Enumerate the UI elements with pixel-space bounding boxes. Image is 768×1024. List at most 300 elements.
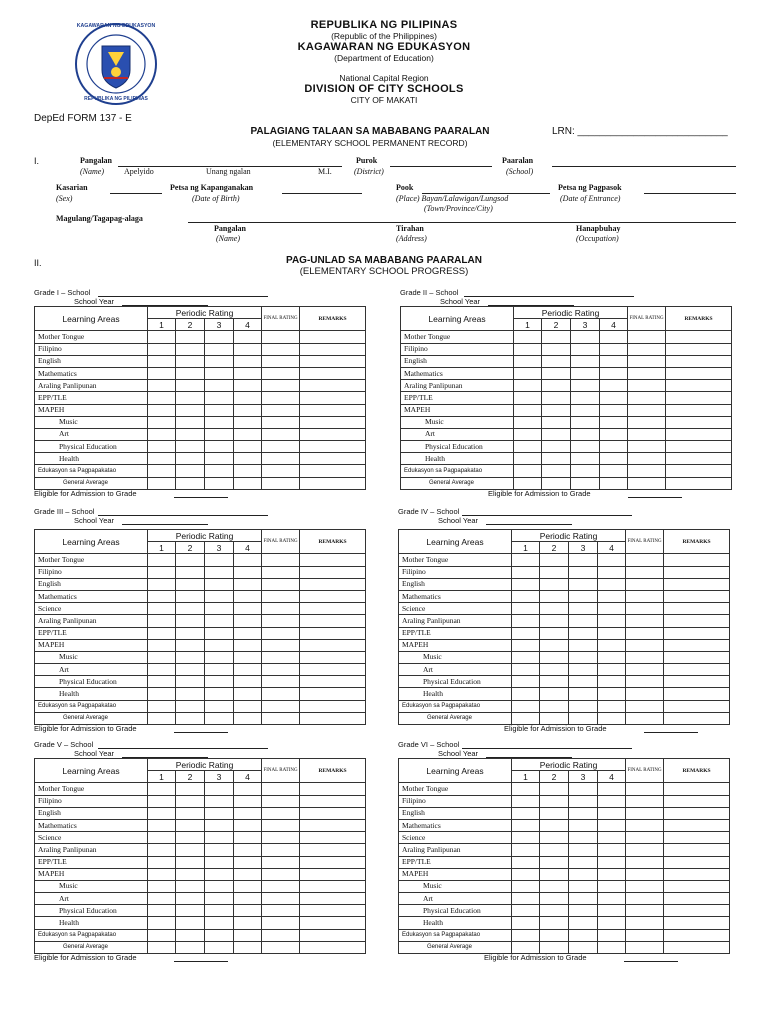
rating-cell[interactable]: [300, 712, 366, 724]
eligible-line[interactable]: [174, 961, 228, 962]
rating-cell[interactable]: [176, 700, 205, 712]
rating-cell[interactable]: [626, 554, 664, 566]
rating-cell[interactable]: [664, 868, 730, 880]
rating-cell[interactable]: [234, 404, 262, 416]
rating-cell[interactable]: [512, 639, 540, 651]
rating-cell[interactable]: [664, 905, 730, 917]
rating-cell[interactable]: [205, 465, 234, 477]
rating-cell[interactable]: [664, 639, 730, 651]
rating-cell[interactable]: [300, 578, 366, 590]
rating-cell[interactable]: [262, 331, 300, 343]
rating-cell[interactable]: [512, 783, 540, 795]
rating-cell[interactable]: [176, 712, 205, 724]
rating-cell[interactable]: [176, 566, 205, 578]
rating-cell[interactable]: [205, 380, 234, 392]
rating-cell[interactable]: [512, 578, 540, 590]
rating-cell[interactable]: [176, 428, 205, 440]
rating-cell[interactable]: [542, 441, 571, 453]
rating-cell[interactable]: [569, 627, 598, 639]
rating-cell[interactable]: [598, 578, 626, 590]
rating-cell[interactable]: [542, 453, 571, 465]
rating-cell[interactable]: [300, 453, 366, 465]
rating-cell[interactable]: [300, 941, 366, 953]
rating-cell[interactable]: [626, 639, 664, 651]
rating-cell[interactable]: [176, 856, 205, 868]
rating-cell[interactable]: [664, 893, 730, 905]
rating-cell[interactable]: [300, 700, 366, 712]
rating-cell[interactable]: [628, 465, 666, 477]
rating-cell[interactable]: [626, 807, 664, 819]
rating-cell[interactable]: [176, 929, 205, 941]
eligible-line[interactable]: [174, 497, 228, 498]
rating-cell[interactable]: [571, 404, 600, 416]
rating-cell[interactable]: [176, 868, 205, 880]
rating-cell[interactable]: [300, 688, 366, 700]
rating-cell[interactable]: [666, 343, 732, 355]
rating-cell[interactable]: [176, 783, 205, 795]
rating-cell[interactable]: [540, 554, 569, 566]
eligible-line[interactable]: [644, 732, 698, 733]
school-year-line[interactable]: [486, 524, 572, 525]
rating-cell[interactable]: [234, 893, 262, 905]
rating-cell[interactable]: [205, 856, 234, 868]
rating-cell[interactable]: [540, 819, 569, 831]
rating-cell[interactable]: [205, 712, 234, 724]
rating-cell[interactable]: [569, 651, 598, 663]
rating-cell[interactable]: [205, 554, 234, 566]
rating-cell[interactable]: [234, 428, 262, 440]
rating-cell[interactable]: [598, 712, 626, 724]
rating-cell[interactable]: [512, 590, 540, 602]
rating-cell[interactable]: [148, 795, 176, 807]
rating-cell[interactable]: [664, 603, 730, 615]
rating-cell[interactable]: [176, 651, 205, 663]
rating-cell[interactable]: [176, 905, 205, 917]
rating-cell[interactable]: [234, 603, 262, 615]
rating-cell[interactable]: [300, 868, 366, 880]
rating-cell[interactable]: [664, 807, 730, 819]
rating-cell[interactable]: [234, 651, 262, 663]
rating-cell[interactable]: [262, 688, 300, 700]
rating-cell[interactable]: [664, 832, 730, 844]
rating-cell[interactable]: [540, 566, 569, 578]
rating-cell[interactable]: [262, 404, 300, 416]
rating-cell[interactable]: [598, 783, 626, 795]
rating-cell[interactable]: [205, 880, 234, 892]
rating-cell[interactable]: [512, 688, 540, 700]
rating-cell[interactable]: [540, 844, 569, 856]
rating-cell[interactable]: [664, 712, 730, 724]
rating-cell[interactable]: [540, 795, 569, 807]
rating-cell[interactable]: [205, 578, 234, 590]
rating-cell[interactable]: [598, 688, 626, 700]
rating-cell[interactable]: [205, 343, 234, 355]
rating-cell[interactable]: [148, 700, 176, 712]
rating-cell[interactable]: [598, 566, 626, 578]
kapanganakan-line[interactable]: [282, 193, 362, 194]
rating-cell[interactable]: [205, 819, 234, 831]
rating-cell[interactable]: [234, 676, 262, 688]
rating-cell[interactable]: [300, 465, 366, 477]
rating-cell[interactable]: [512, 615, 540, 627]
rating-cell[interactable]: [300, 783, 366, 795]
kasarian-line[interactable]: [110, 193, 162, 194]
rating-cell[interactable]: [540, 688, 569, 700]
rating-cell[interactable]: [628, 343, 666, 355]
rating-cell[interactable]: [514, 404, 542, 416]
rating-cell[interactable]: [148, 664, 176, 676]
rating-cell[interactable]: [300, 627, 366, 639]
rating-cell[interactable]: [262, 578, 300, 590]
rating-cell[interactable]: [600, 355, 628, 367]
rating-cell[interactable]: [569, 590, 598, 602]
rating-cell[interactable]: [300, 807, 366, 819]
rating-cell[interactable]: [262, 893, 300, 905]
rating-cell[interactable]: [176, 880, 205, 892]
rating-cell[interactable]: [512, 929, 540, 941]
rating-cell[interactable]: [626, 700, 664, 712]
rating-cell[interactable]: [300, 554, 366, 566]
rating-cell[interactable]: [148, 856, 176, 868]
rating-cell[interactable]: [600, 465, 628, 477]
rating-cell[interactable]: [626, 651, 664, 663]
rating-cell[interactable]: [542, 355, 571, 367]
rating-cell[interactable]: [514, 331, 542, 343]
rating-cell[interactable]: [262, 880, 300, 892]
rating-cell[interactable]: [628, 404, 666, 416]
rating-cell[interactable]: [540, 603, 569, 615]
rating-cell[interactable]: [300, 477, 366, 489]
rating-cell[interactable]: [626, 783, 664, 795]
rating-cell[interactable]: [176, 688, 205, 700]
rating-cell[interactable]: [628, 355, 666, 367]
rating-cell[interactable]: [234, 465, 262, 477]
rating-cell[interactable]: [300, 664, 366, 676]
rating-cell[interactable]: [176, 639, 205, 651]
rating-cell[interactable]: [600, 392, 628, 404]
rating-cell[interactable]: [628, 441, 666, 453]
rating-cell[interactable]: [176, 590, 205, 602]
rating-cell[interactable]: [262, 844, 300, 856]
school-line[interactable]: [98, 515, 268, 516]
rating-cell[interactable]: [262, 807, 300, 819]
rating-cell[interactable]: [262, 355, 300, 367]
rating-cell[interactable]: [262, 941, 300, 953]
rating-cell[interactable]: [234, 929, 262, 941]
rating-cell[interactable]: [569, 844, 598, 856]
rating-cell[interactable]: [205, 428, 234, 440]
rating-cell[interactable]: [205, 477, 234, 489]
rating-cell[interactable]: [571, 441, 600, 453]
rating-cell[interactable]: [262, 700, 300, 712]
rating-cell[interactable]: [205, 807, 234, 819]
rating-cell[interactable]: [176, 392, 205, 404]
rating-cell[interactable]: [262, 783, 300, 795]
rating-cell[interactable]: [664, 615, 730, 627]
rating-cell[interactable]: [569, 712, 598, 724]
rating-cell[interactable]: [600, 428, 628, 440]
rating-cell[interactable]: [262, 416, 300, 428]
rating-cell[interactable]: [666, 477, 732, 489]
rating-cell[interactable]: [626, 832, 664, 844]
rating-cell[interactable]: [666, 331, 732, 343]
rating-cell[interactable]: [569, 807, 598, 819]
eligible-line[interactable]: [174, 732, 228, 733]
rating-cell[interactable]: [300, 893, 366, 905]
rating-cell[interactable]: [666, 380, 732, 392]
rating-cell[interactable]: [262, 477, 300, 489]
rating-cell[interactable]: [569, 783, 598, 795]
rating-cell[interactable]: [664, 941, 730, 953]
rating-cell[interactable]: [300, 392, 366, 404]
rating-cell[interactable]: [600, 477, 628, 489]
rating-cell[interactable]: [626, 929, 664, 941]
rating-cell[interactable]: [234, 905, 262, 917]
rating-cell[interactable]: [540, 700, 569, 712]
rating-cell[interactable]: [176, 917, 205, 929]
rating-cell[interactable]: [148, 941, 176, 953]
rating-cell[interactable]: [262, 590, 300, 602]
rating-cell[interactable]: [205, 917, 234, 929]
rating-cell[interactable]: [571, 465, 600, 477]
rating-cell[interactable]: [628, 416, 666, 428]
rating-cell[interactable]: [540, 590, 569, 602]
rating-cell[interactable]: [542, 404, 571, 416]
rating-cell[interactable]: [148, 627, 176, 639]
rating-cell[interactable]: [512, 664, 540, 676]
rating-cell[interactable]: [540, 783, 569, 795]
rating-cell[interactable]: [598, 844, 626, 856]
rating-cell[interactable]: [512, 832, 540, 844]
rating-cell[interactable]: [514, 416, 542, 428]
rating-cell[interactable]: [234, 712, 262, 724]
rating-cell[interactable]: [205, 700, 234, 712]
rating-cell[interactable]: [512, 844, 540, 856]
rating-cell[interactable]: [148, 566, 176, 578]
rating-cell[interactable]: [626, 712, 664, 724]
rating-cell[interactable]: [148, 783, 176, 795]
rating-cell[interactable]: [234, 807, 262, 819]
rating-cell[interactable]: [664, 880, 730, 892]
rating-cell[interactable]: [626, 905, 664, 917]
rating-cell[interactable]: [542, 392, 571, 404]
rating-cell[interactable]: [300, 832, 366, 844]
rating-cell[interactable]: [148, 367, 176, 379]
rating-cell[interactable]: [542, 465, 571, 477]
rating-cell[interactable]: [205, 868, 234, 880]
rating-cell[interactable]: [176, 465, 205, 477]
rating-cell[interactable]: [148, 651, 176, 663]
rating-cell[interactable]: [512, 712, 540, 724]
rating-cell[interactable]: [514, 477, 542, 489]
rating-cell[interactable]: [569, 676, 598, 688]
rating-cell[interactable]: [540, 615, 569, 627]
rating-cell[interactable]: [512, 566, 540, 578]
rating-cell[interactable]: [176, 578, 205, 590]
rating-cell[interactable]: [666, 404, 732, 416]
rating-cell[interactable]: [512, 905, 540, 917]
rating-cell[interactable]: [234, 590, 262, 602]
rating-cell[interactable]: [664, 856, 730, 868]
rating-cell[interactable]: [598, 615, 626, 627]
rating-cell[interactable]: [176, 343, 205, 355]
rating-cell[interactable]: [205, 844, 234, 856]
rating-cell[interactable]: [148, 905, 176, 917]
rating-cell[interactable]: [176, 627, 205, 639]
rating-cell[interactable]: [569, 856, 598, 868]
rating-cell[interactable]: [571, 428, 600, 440]
rating-cell[interactable]: [512, 807, 540, 819]
rating-cell[interactable]: [262, 929, 300, 941]
rating-cell[interactable]: [262, 343, 300, 355]
rating-cell[interactable]: [626, 627, 664, 639]
rating-cell[interactable]: [262, 639, 300, 651]
rating-cell[interactable]: [540, 905, 569, 917]
rating-cell[interactable]: [262, 905, 300, 917]
rating-cell[interactable]: [512, 941, 540, 953]
rating-cell[interactable]: [148, 712, 176, 724]
rating-cell[interactable]: [598, 700, 626, 712]
rating-cell[interactable]: [540, 832, 569, 844]
rating-cell[interactable]: [176, 664, 205, 676]
rating-cell[interactable]: [176, 603, 205, 615]
school-line[interactable]: [462, 515, 632, 516]
rating-cell[interactable]: [571, 331, 600, 343]
rating-cell[interactable]: [262, 868, 300, 880]
rating-cell[interactable]: [300, 856, 366, 868]
lrn-field[interactable]: LRN: ___________________________: [552, 126, 728, 137]
eligible-line[interactable]: [624, 961, 678, 962]
rating-cell[interactable]: [205, 941, 234, 953]
rating-cell[interactable]: [626, 578, 664, 590]
eligible-line[interactable]: [628, 497, 682, 498]
rating-cell[interactable]: [569, 868, 598, 880]
rating-cell[interactable]: [262, 832, 300, 844]
rating-cell[interactable]: [598, 917, 626, 929]
rating-cell[interactable]: [176, 615, 205, 627]
rating-cell[interactable]: [571, 380, 600, 392]
rating-cell[interactable]: [512, 603, 540, 615]
rating-cell[interactable]: [542, 380, 571, 392]
rating-cell[interactable]: [234, 664, 262, 676]
rating-cell[interactable]: [626, 590, 664, 602]
rating-cell[interactable]: [176, 807, 205, 819]
rating-cell[interactable]: [300, 380, 366, 392]
rating-cell[interactable]: [512, 856, 540, 868]
rating-cell[interactable]: [512, 676, 540, 688]
rating-cell[interactable]: [569, 941, 598, 953]
rating-cell[interactable]: [512, 893, 540, 905]
rating-cell[interactable]: [148, 603, 176, 615]
rating-cell[interactable]: [514, 380, 542, 392]
pagpasok-line[interactable]: [644, 193, 736, 194]
rating-cell[interactable]: [666, 465, 732, 477]
rating-cell[interactable]: [626, 795, 664, 807]
rating-cell[interactable]: [598, 880, 626, 892]
rating-cell[interactable]: [148, 844, 176, 856]
rating-cell[interactable]: [514, 441, 542, 453]
rating-cell[interactable]: [666, 355, 732, 367]
rating-cell[interactable]: [569, 929, 598, 941]
rating-cell[interactable]: [664, 566, 730, 578]
rating-cell[interactable]: [262, 856, 300, 868]
rating-cell[interactable]: [664, 578, 730, 590]
rating-cell[interactable]: [628, 392, 666, 404]
rating-cell[interactable]: [234, 795, 262, 807]
rating-cell[interactable]: [300, 367, 366, 379]
rating-cell[interactable]: [176, 795, 205, 807]
rating-cell[interactable]: [262, 917, 300, 929]
rating-cell[interactable]: [540, 868, 569, 880]
rating-cell[interactable]: [540, 664, 569, 676]
rating-cell[interactable]: [571, 367, 600, 379]
rating-cell[interactable]: [540, 578, 569, 590]
rating-cell[interactable]: [176, 367, 205, 379]
rating-cell[interactable]: [262, 392, 300, 404]
rating-cell[interactable]: [262, 367, 300, 379]
rating-cell[interactable]: [664, 590, 730, 602]
rating-cell[interactable]: [148, 554, 176, 566]
rating-cell[interactable]: [598, 856, 626, 868]
rating-cell[interactable]: [205, 893, 234, 905]
rating-cell[interactable]: [626, 688, 664, 700]
rating-cell[interactable]: [300, 639, 366, 651]
rating-cell[interactable]: [569, 832, 598, 844]
magulang-line[interactable]: [188, 222, 736, 223]
rating-cell[interactable]: [205, 688, 234, 700]
rating-cell[interactable]: [262, 627, 300, 639]
rating-cell[interactable]: [600, 416, 628, 428]
rating-cell[interactable]: [569, 688, 598, 700]
rating-cell[interactable]: [666, 428, 732, 440]
rating-cell[interactable]: [148, 688, 176, 700]
rating-cell[interactable]: [262, 664, 300, 676]
rating-cell[interactable]: [598, 627, 626, 639]
rating-cell[interactable]: [542, 343, 571, 355]
rating-cell[interactable]: [598, 554, 626, 566]
rating-cell[interactable]: [664, 783, 730, 795]
rating-cell[interactable]: [300, 355, 366, 367]
rating-cell[interactable]: [234, 578, 262, 590]
rating-cell[interactable]: [626, 615, 664, 627]
rating-cell[interactable]: [540, 917, 569, 929]
rating-cell[interactable]: [540, 627, 569, 639]
rating-cell[interactable]: [626, 844, 664, 856]
rating-cell[interactable]: [626, 917, 664, 929]
rating-cell[interactable]: [148, 428, 176, 440]
rating-cell[interactable]: [176, 819, 205, 831]
rating-cell[interactable]: [148, 578, 176, 590]
rating-cell[interactable]: [540, 807, 569, 819]
rating-cell[interactable]: [148, 832, 176, 844]
rating-cell[interactable]: [176, 453, 205, 465]
rating-cell[interactable]: [628, 331, 666, 343]
rating-cell[interactable]: [148, 441, 176, 453]
rating-cell[interactable]: [569, 700, 598, 712]
school-line[interactable]: [98, 296, 268, 297]
rating-cell[interactable]: [512, 795, 540, 807]
rating-cell[interactable]: [628, 428, 666, 440]
rating-cell[interactable]: [664, 929, 730, 941]
rating-cell[interactable]: [569, 554, 598, 566]
rating-cell[interactable]: [514, 453, 542, 465]
rating-cell[interactable]: [512, 819, 540, 831]
rating-cell[interactable]: [512, 651, 540, 663]
rating-cell[interactable]: [542, 428, 571, 440]
rating-cell[interactable]: [300, 404, 366, 416]
rating-cell[interactable]: [205, 651, 234, 663]
rating-cell[interactable]: [205, 566, 234, 578]
